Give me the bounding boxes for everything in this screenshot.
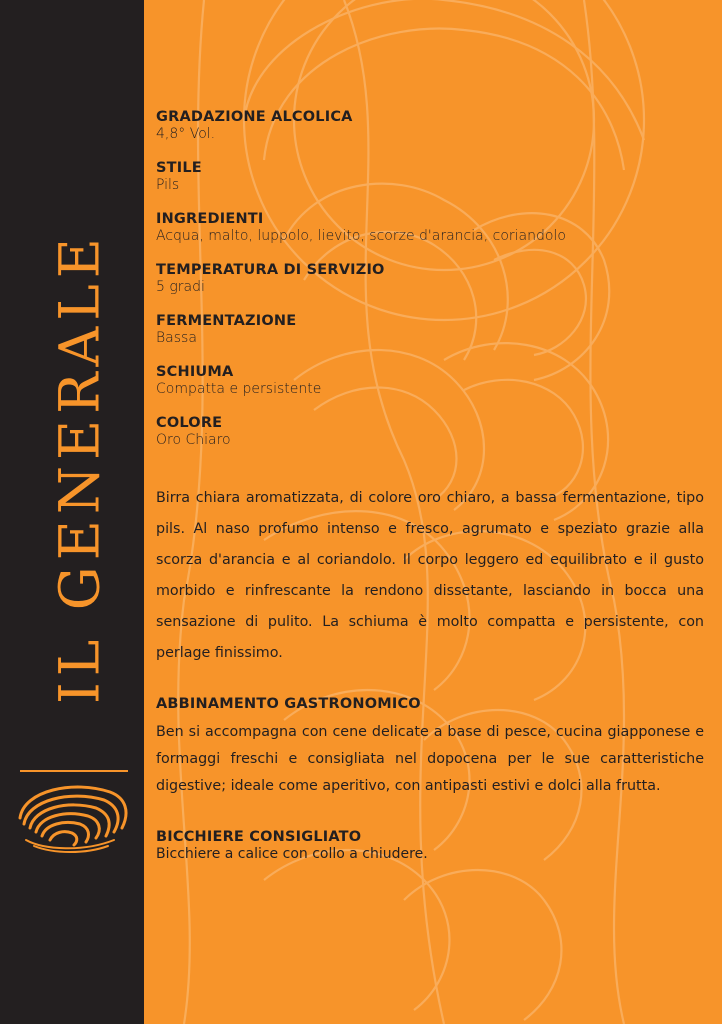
- spec-value: 4,8° Vol.: [156, 126, 216, 142]
- glass-section: [156, 828, 706, 863]
- spec-fermentation: [156, 312, 706, 347]
- beer-description: Birra chiara aromatizzata, di colore oro chiaro, a bassa fermentazione, tipo pils. Al naso profumo intenso e fresco, agrumato e speziato grazie alla scorza d'arancia e al coriandolo. Il corpo leggero ed equilibrato e il gusto morbido e rinfrescante la rendono dissetante, lasciando in bocca una sensazione di pulito. La schiuma è molto compatta e persistente, con perlage finissimo.: [156, 490, 704, 661]
- spec-alcohol: [156, 108, 706, 143]
- spec-value: Pils: [156, 177, 180, 193]
- spec-value: 5 gradi: [156, 279, 205, 295]
- brand-divider: [20, 770, 128, 772]
- spec-ingredients: [156, 210, 706, 245]
- spec-color: [156, 414, 706, 449]
- spec-label: FERMENTAZIONE: [156, 313, 297, 329]
- brand-title: IL GENERALE: [47, 232, 112, 704]
- glass-heading: BICCHIERE CONSIGLIATO: [156, 829, 362, 845]
- food-pairing-section: [156, 695, 706, 800]
- spec-label: COLORE: [156, 415, 223, 431]
- glass-text: Bicchiere a calice con collo a chiudere.: [156, 846, 428, 862]
- spec-label: INGREDIENTI: [156, 211, 264, 227]
- food-pairing-text: Ben si accompagna con cene delicate a base di pesce, cucina giapponese e formaggi freschi e consigliata nel dopocena per le sue caratteristiche digestive; ideale come aperitivo, con antipasti estivi e dolci alla frutta.: [156, 724, 704, 794]
- spec-label: SCHIUMA: [156, 364, 234, 380]
- spec-value: Compatta e persistente: [156, 381, 322, 397]
- spec-label: STILE: [156, 160, 202, 176]
- spec-value: Oro Chiaro: [156, 432, 231, 448]
- brand-sidebar: [0, 0, 144, 1024]
- spec-value: Acqua, malto, luppolo, lievito, scorze d'arancia, coriandolo: [156, 228, 566, 244]
- product-sheet: [156, 108, 706, 863]
- spec-label: TEMPERATURA DI SERVIZIO: [156, 262, 385, 278]
- spec-serving-temperature: [156, 261, 706, 296]
- swirl-logo-icon: [14, 778, 132, 854]
- food-pairing-heading: ABBINAMENTO GASTRONOMICO: [156, 696, 421, 712]
- spec-foam: [156, 363, 706, 398]
- spec-style: [156, 159, 706, 194]
- spec-label: GRADAZIONE ALCOLICA: [156, 109, 353, 125]
- spec-value: Bassa: [156, 330, 197, 346]
